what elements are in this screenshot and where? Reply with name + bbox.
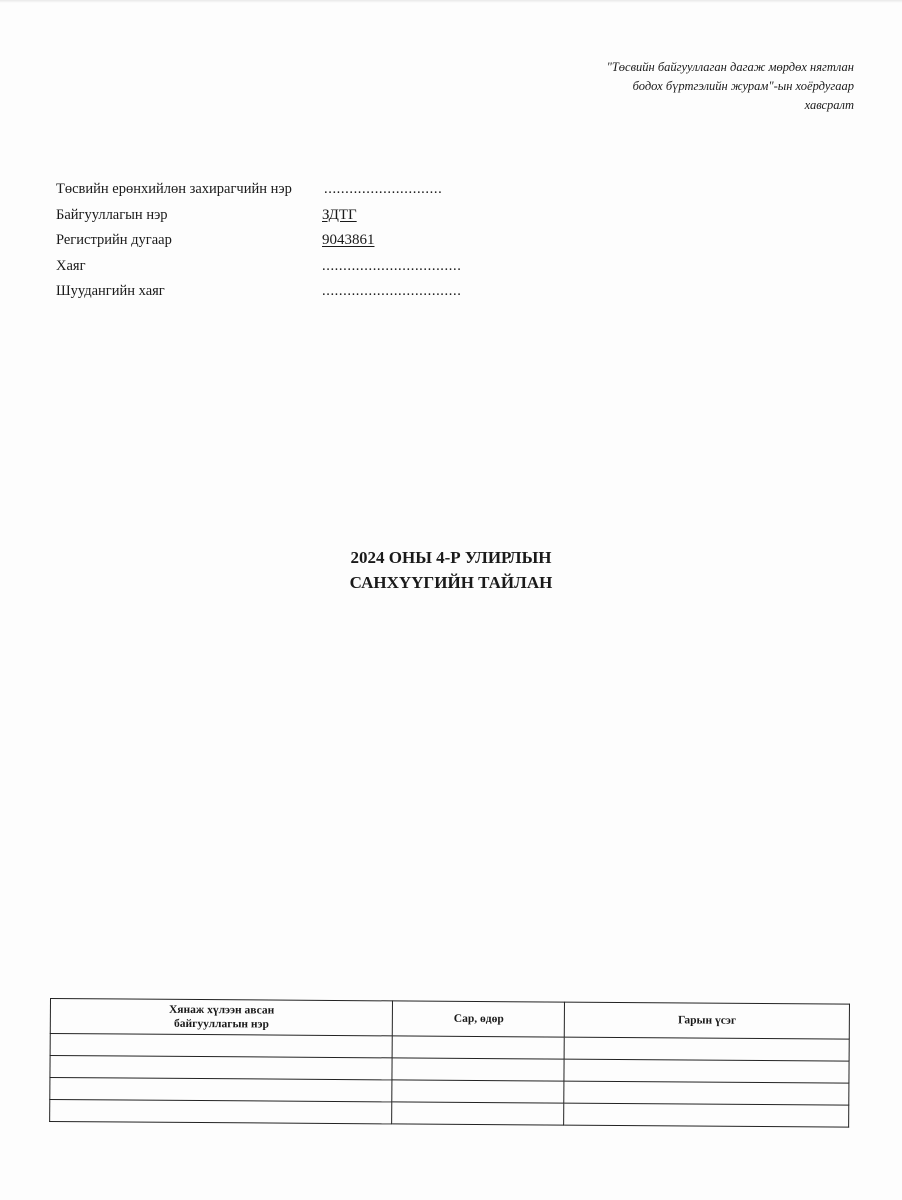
annex-note [524,58,854,115]
annex-note-line-1: "Төсвийн байгууллаган дагаж мөрдөх нягтлан [606,60,854,74]
report-title-line-1: 2024 ОНЫ 4-Р УЛИРЛЫН [350,548,552,567]
date-cell [392,1080,564,1103]
header-date: Сар, өдөр [393,1001,565,1037]
annex-note-line-2: бодох бүртгэлийн журам"-ын хоёрдугаар [632,79,854,93]
org-cell [50,1078,393,1102]
address-value: ................................. [322,257,462,274]
report-title [0,545,902,595]
registry-number-value: 9043861 [322,232,375,248]
header-receiving-organization [50,999,393,1036]
header-signature: Гарын үсэг [565,1002,850,1039]
date-cell [392,1036,564,1059]
scan-edge [0,0,902,3]
postal-address-label: Шуудангийн хаяг [56,283,165,299]
signature-cell [565,1037,850,1061]
budget-manager-label: Төсвийн ерөнхийлөн захирагчийн нэр [56,181,292,197]
signature-cell [564,1103,849,1127]
signature-cell [564,1081,849,1105]
table-row [50,1100,849,1128]
annex-note-line-3: хавсралт [804,98,854,112]
header-org-line-1: Хянаж хүлээн авсан [168,1003,275,1017]
org-cell [50,1100,393,1124]
postal-address-value: ................................. [322,283,462,299]
header-org-line-2: байгууллагын нэр [173,1017,270,1031]
org-cell [50,1056,393,1080]
org-name-label: Байгууллагын нэр [56,206,168,223]
signature-cell [564,1059,849,1083]
acceptance-table [49,998,850,1128]
address-label: Хаяг [56,257,86,274]
date-cell [392,1058,564,1081]
report-title-line-2: САНХҮҮГИЙН ТАЙЛАН [349,573,553,592]
org-cell [50,1034,393,1058]
budget-manager-value: ............................ [324,181,443,197]
org-name-value: ЗДТГ [322,206,357,223]
acceptance-table-header [50,999,849,1040]
date-cell [392,1102,564,1125]
registry-number-label: Регистрийн дугаар [56,232,172,248]
